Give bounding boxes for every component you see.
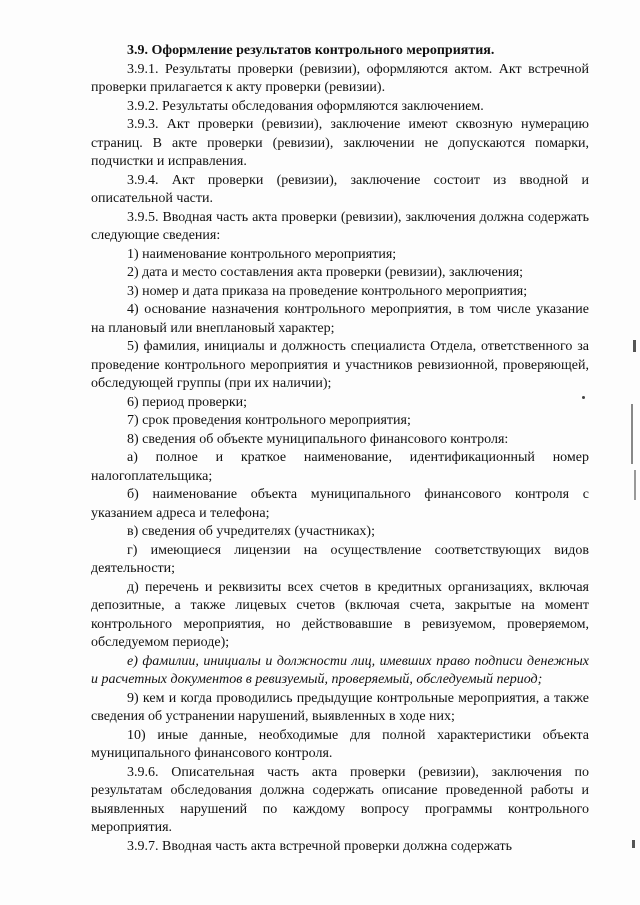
list-item-4: 4) основание назначения контрольного мероприятия, в том числе указание на плановый или внеплановый характер; <box>91 302 589 336</box>
list-item-9: 9) кем и когда проводились предыдущие контрольные мероприятия, а также сведения об устранении нарушений, выявленных в ходе них; <box>91 690 589 724</box>
list-item-10: 10) иные данные, необходимые для полной характеристики объекта муниципального финансового контроля. <box>91 727 589 761</box>
paragraph-3-9-6: 3.9.6. Описательная часть акта проверки (ревизии), заключения по результатам обследования должна содержать описание проведенной работы и выявленных нарушений по каждому вопросу программы контрольного мероприятия. <box>91 764 589 835</box>
list-item-1: 1) наименование контрольного мероприятия; <box>127 246 397 262</box>
scan-edge-mark <box>632 840 635 848</box>
scan-speck <box>582 396 585 399</box>
scan-edge-mark <box>634 470 636 500</box>
paragraph-3-9-2: 3.9.2. Результаты обследования оформляются заключением. <box>127 98 484 114</box>
sublist-item-e: е) фамилии, инициалы и должности лиц, имевших право подписи денежных и расчетных документов в ревизуемый, проверяемый, обследуемый период; <box>91 653 589 687</box>
list-item-5: 5) фамилия, инициалы и должность специалиста Отдела, ответственного за проведение контрольного мероприятия и участников ревизионной, проверяющей, обследующей группы (при их наличии); <box>91 339 589 391</box>
section-heading: 3.9. Оформление результатов контрольного мероприятия. <box>127 43 495 58</box>
paragraph-3-9-5: 3.9.5. Вводная часть акта проверки (ревизии), заключения должна содержать следующие сведения: <box>91 209 589 243</box>
document-body <box>91 42 589 856</box>
list-item-6: 6) период проверки; <box>127 394 247 410</box>
list-item-3: 3) номер и дата приказа на проведение контрольного мероприятия; <box>127 283 528 299</box>
sublist-item-b: б) наименование объекта муниципального финансового контроля с указанием адреса и телефона; <box>91 487 589 521</box>
sublist-item-g: г) имеющиеся лицензии на осуществление соответствующих видов деятельности; <box>91 542 589 576</box>
paragraph-3-9-4: 3.9.4. Акт проверки (ревизии), заключение состоит из вводной и описательной части. <box>91 172 589 206</box>
sublist-item-a: а) полное и краткое наименование, идентификационный номер налогоплательщика; <box>91 450 589 484</box>
list-item-2: 2) дата и место составления акта проверки (ревизии), заключения; <box>127 265 524 280</box>
sublist-item-v: в) сведения об учредителях (участниках); <box>127 524 375 539</box>
list-item-8: 8) сведения об объекте муниципального финансового контроля: <box>127 431 509 447</box>
sublist-item-d: д) перечень и реквизиты всех счетов в кредитных организациях, включая депозитные, а также лицевых счетов (включая счета, закрытые на момент контрольного мероприятия, но действовавшие в ревизуемом, проверяемом, обследуемом периоде); <box>91 579 589 650</box>
paragraph-3-9-7: 3.9.7. Вводная часть акта встречной проверки должна содержать <box>127 838 512 854</box>
paragraph-3-9-3: 3.9.3. Акт проверки (ревизии), заключение имеют сквозную нумерацию страниц. В акте проверки (ревизии), заключении не допускаются помарки, подчистки и исправления. <box>91 117 589 169</box>
list-item-7: 7) срок проведения контрольного мероприятия; <box>127 413 411 428</box>
scan-edge-mark <box>631 404 633 464</box>
scan-edge-mark <box>633 340 636 352</box>
paragraph-3-9-1: 3.9.1. Результаты проверки (ревизии), оформляются актом. Акт встречной проверки прилагается к акту проверки (ревизии). <box>91 61 589 95</box>
